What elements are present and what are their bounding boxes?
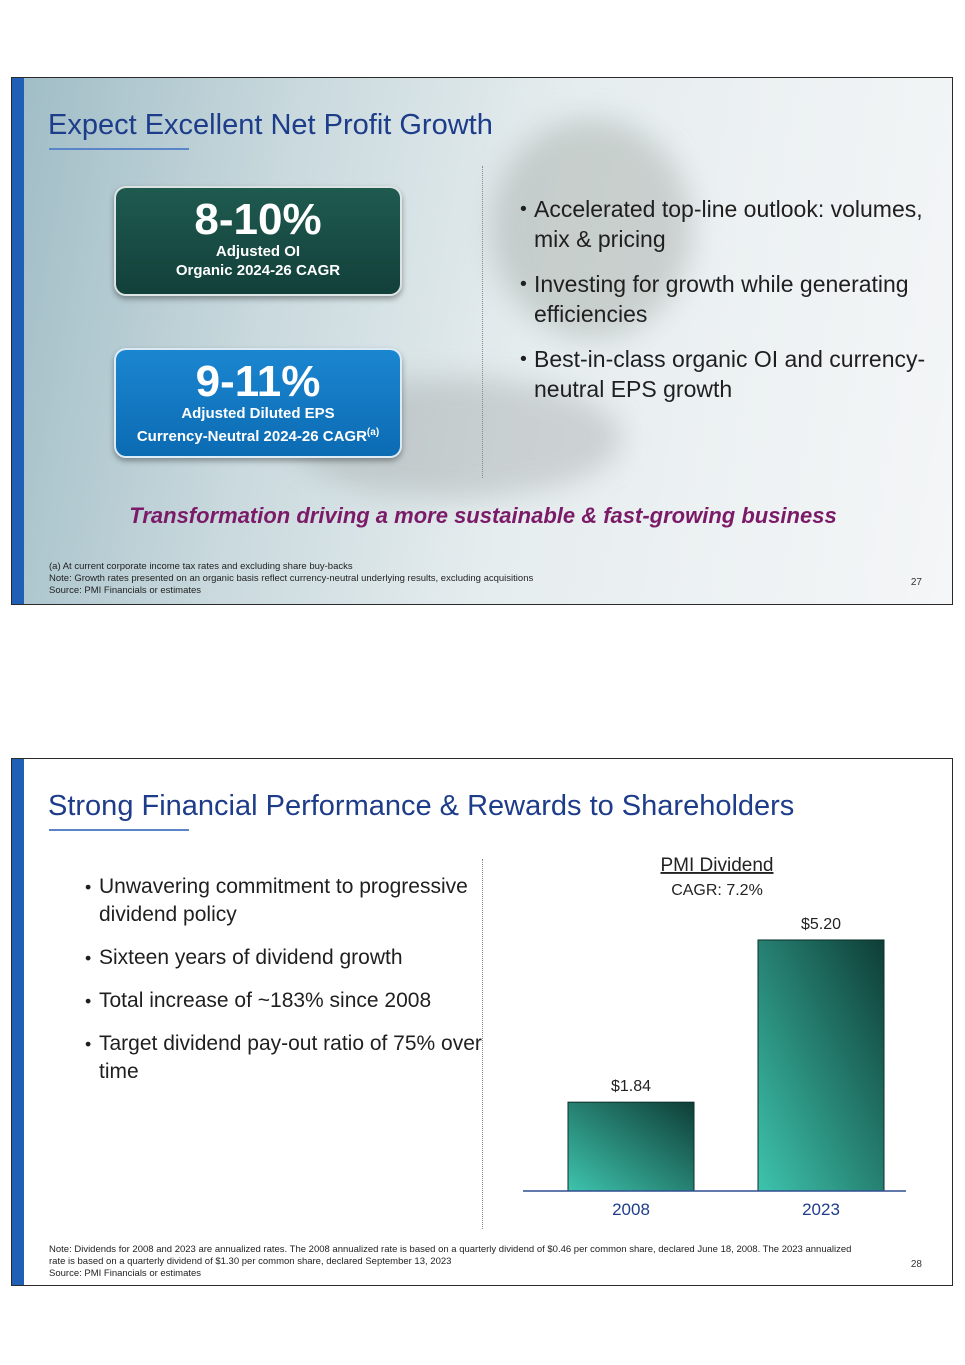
x-tick-label-2023: 2023: [802, 1200, 840, 1219]
kpi-label-line2: [116, 423, 400, 446]
footnote: Source: PMI Financials or estimates: [49, 585, 202, 596]
slide-title: Strong Financial Performance & Rewards to Shareholders: [48, 790, 795, 822]
column-divider: [482, 166, 483, 478]
footnote: Source: PMI Financials or estimates: [49, 1268, 202, 1279]
dividend-bar-chart: [482, 854, 922, 1224]
kpi-card-adjusted-oi: [114, 186, 402, 296]
bullet-item: • Sixteen years of dividend growth: [85, 944, 485, 972]
bullet-item: • Accelerated top-line outlook: volumes, mix & pricing: [520, 194, 940, 254]
footnote-marker: (a): [366, 427, 380, 438]
chart-title: PMI Dividend: [660, 855, 774, 876]
bullet-list: [520, 194, 940, 419]
bullet-item: • Investing for growth while generating efficiencies: [520, 269, 940, 329]
page-number: 28: [910, 1259, 922, 1270]
title-underline: [49, 148, 189, 150]
kpi-label-line1: Adjusted OI: [215, 243, 301, 260]
slide-27: [11, 77, 953, 605]
x-tick-label-2008: 2008: [612, 1200, 650, 1219]
kpi-label-text: Currency-Neutral 2024-26 CAGR: [136, 428, 367, 445]
title-underline: [49, 829, 189, 831]
kpi-card-adjusted-eps: [114, 348, 402, 458]
data-label-2023: $5.20: [800, 915, 842, 933]
slide-title: Expect Excellent Net Profit Growth: [48, 109, 493, 141]
bullet-item: • Unwavering commitment to progressive dividend policy: [85, 873, 485, 929]
data-label-2008: $1.84: [610, 1078, 652, 1096]
bullet-item: • Target dividend pay-out ratio of 75% over time: [85, 1030, 485, 1086]
bar-2008: [568, 1102, 694, 1191]
footnotes: [49, 561, 869, 597]
kpi-value: 9-11%: [195, 357, 321, 406]
tagline: Transformation driving a more sustainable & fast-growing business: [129, 503, 837, 528]
footnote: Note: Dividends for 2008 and 2023 are annualized rates. The 2008 annualized rate is based on a quarterly dividend of $0.46 per common share, declared June 18, 2008. The 2023 annualized rate is based on a quarterly dividend of $1.30 per common share, declared September 13, 2023: [49, 1244, 852, 1267]
kpi-value: 8-10%: [194, 195, 322, 244]
bullet-item: • Total increase of ~183% since 2008: [85, 987, 485, 1015]
footnotes: [49, 1244, 869, 1280]
page-number: 27: [910, 577, 922, 588]
chart-subtitle: CAGR: 7.2%: [671, 882, 763, 899]
bars-layer: [568, 916, 884, 1219]
kpi-label-line1: Adjusted Diluted EPS: [181, 405, 335, 422]
kpi-label-line2: Organic 2024-26 CAGR: [175, 262, 341, 279]
bullet-list: [85, 873, 485, 1101]
bar-2023: [758, 940, 884, 1191]
footnote: (a) At current corporate income tax rates and excluding share buy-backs: [49, 561, 353, 572]
bullet-item: • Best-in-class organic OI and currency-neutral EPS growth: [520, 344, 940, 404]
slide-28: [11, 758, 953, 1286]
accent-bar: [12, 759, 24, 1285]
footnote: Note: Growth rates presented on an organic basis reflect currency-neutral underlying results, excluding acquisitions: [49, 573, 534, 584]
